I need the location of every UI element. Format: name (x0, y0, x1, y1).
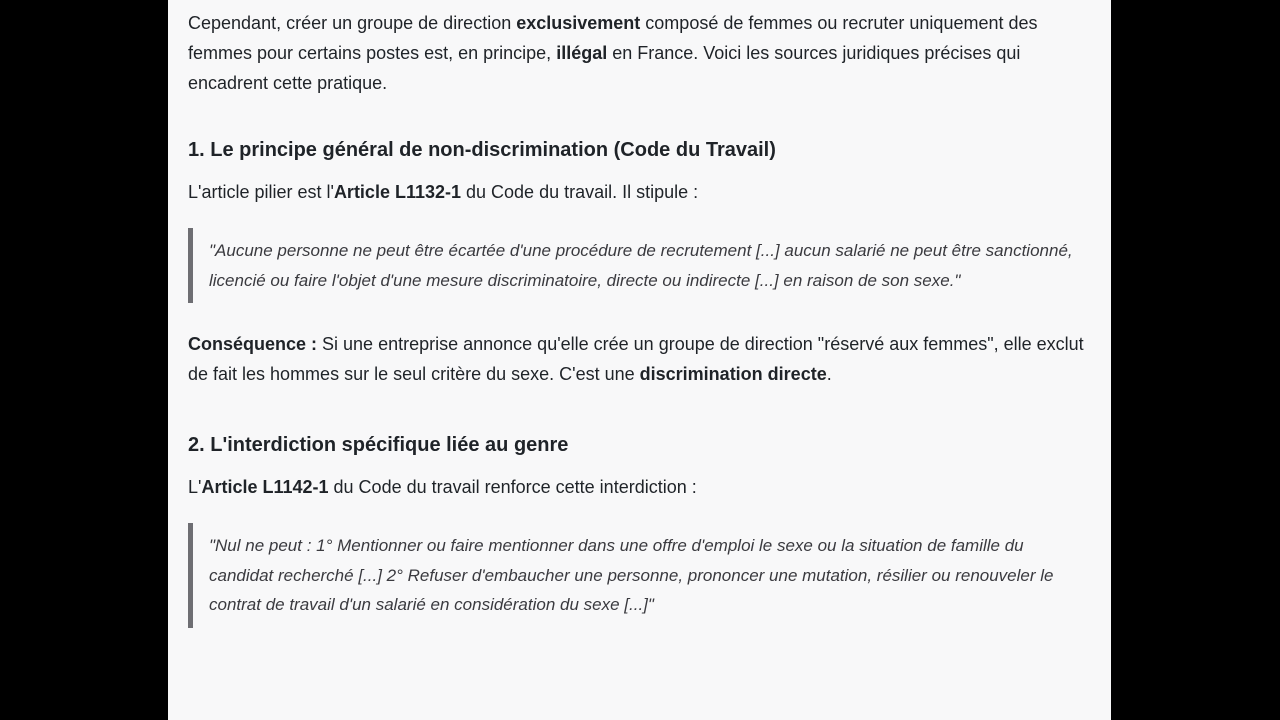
section2-heading: 2. L'interdiction spécifique liée au genre (188, 434, 569, 456)
document-page (168, 0, 1111, 720)
section2-lead-text: du Code du travail renforce cette interdiction : (328, 477, 697, 497)
section1-quote: "Aucune personne ne peut être écartée d'une procédure de recrutement [...] aucun salarié ne peut être sanctionné, licencié ou faire l'objet d'une mesure discriminatoire, directe ou indirecte [...] en raison de son sexe." (188, 228, 1093, 303)
section2-quote: "Nul ne peut : 1° Mentionner ou faire mentionner dans une offre d'emploi le sexe ou la situation de famille du candidat recherché [...] 2° Refuser d'embaucher une personne, prononcer une mutation, résilier ou renouveler le contrat de travail d'un salarié en considération du sexe [...]" (188, 523, 1093, 628)
intro-bold-exclusively: exclusivement (516, 13, 641, 33)
article-l1142-1: Article L1142-1 (201, 477, 329, 497)
consequence-text: Si une entreprise annonce qu'elle crée un groupe de direction "réservé aux femmes", elle exclut de fait les hommes sur le seul critère du sexe. C'est une (188, 334, 1084, 384)
response-content (188, 8, 1093, 654)
section1-lead (188, 177, 1093, 207)
article-l1132-1: Article L1132-1 (333, 182, 462, 202)
intro-bold-illegal: illégal (556, 43, 608, 63)
consequence-label: Conséquence : (188, 334, 318, 354)
section1-lead-text: du Code du travail. Il stipule : (461, 182, 699, 202)
section2-lead (188, 472, 1093, 502)
section2-lead-text: L' (188, 477, 202, 497)
intro-paragraph (188, 8, 1093, 98)
consequence-paragraph (188, 329, 1093, 389)
intro-text: Cependant, créer un groupe de direction (188, 13, 517, 33)
consequence-bold: discrimination directe (639, 364, 827, 384)
consequence-end: . (826, 364, 832, 384)
intro-text: composé de femmes ou recruter uniquement des femmes pour certains postes est, en principe, (188, 13, 1038, 63)
section1-heading: 1. Le principe général de non-discrimination (Code du Travail) (188, 139, 776, 161)
section1-lead-text: L'article pilier est l' (188, 182, 334, 202)
intro-text: en France. Voici les sources juridiques précises qui encadrent cette pratique. (188, 43, 1021, 93)
